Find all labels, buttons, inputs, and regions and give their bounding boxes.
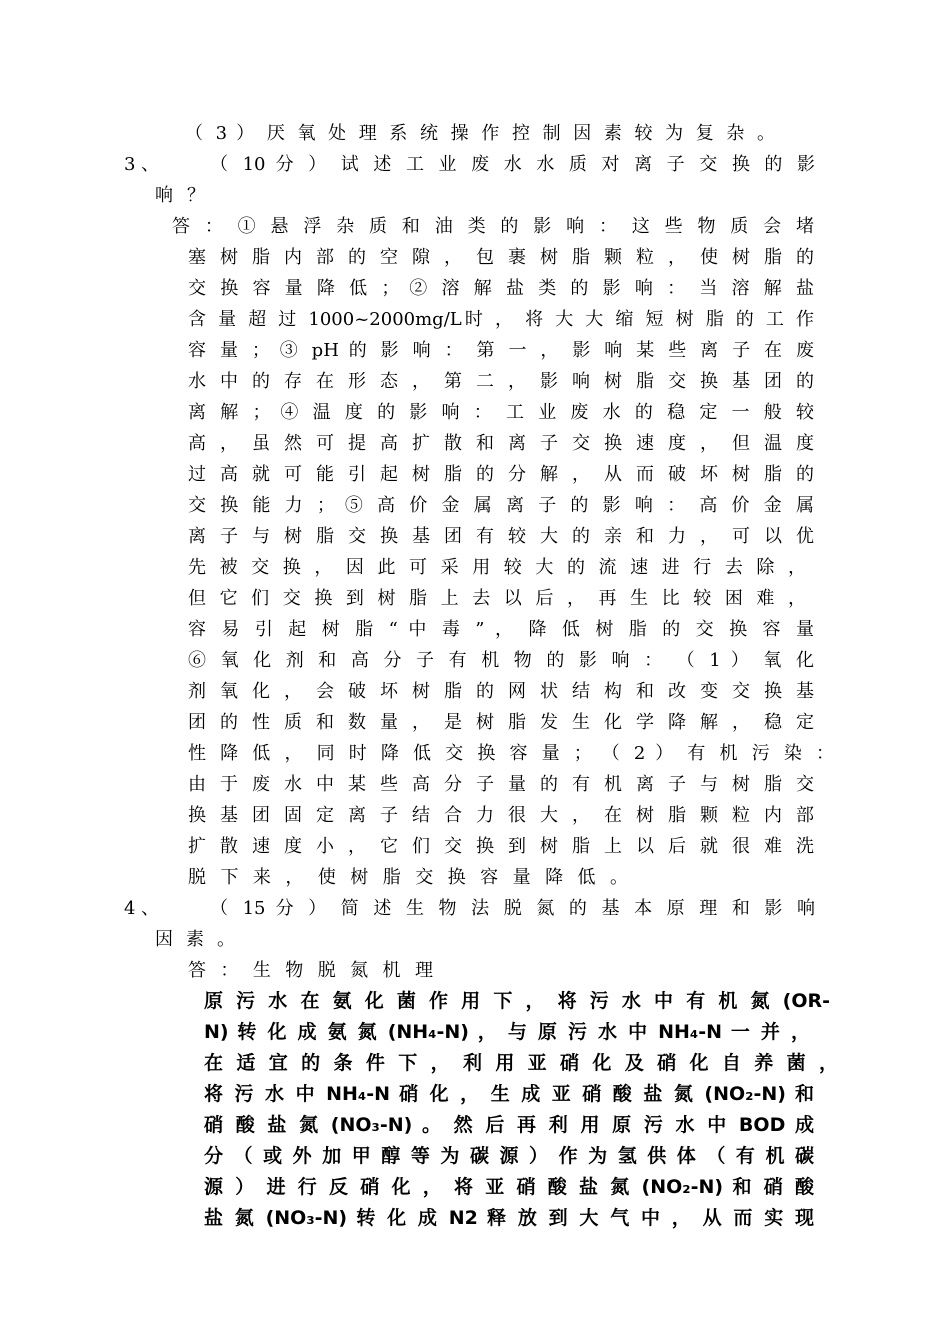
answer-line: 源 ） 进 行 反 硝 化 ， 将 亚 硝 酸 盐 氮 (NO₂-N) 和 硝 酸: [204, 1176, 814, 1198]
answer-line: 分 （ 或 外 加 甲 醇 等 为 碳 源 ） 作 为 氢 供 体 （ 有 机 碳: [204, 1145, 814, 1167]
answer-line: 在 适 宜 的 条 件 下 ， 利 用 亚 硝 化 及 硝 化 自 养 菌 ，: [204, 1052, 838, 1074]
answer-heading: 答 ： 生 物 脱 氮 机 理: [188, 960, 433, 981]
answer-line: 容 量 ； ③ pH 的 影 响 ： 第 一 ， 影 响 某 些 离 子 在 废: [188, 340, 814, 361]
answer-line: 脱 下 来 ， 使 树 脂 交 换 容 量 降 低 。: [188, 867, 628, 888]
answer-line: 过 高 就 可 能 引 起 树 脂 的 分 解 ， 从 而 破 坏 树 脂 的: [188, 464, 814, 485]
answer-line: 换 基 团 固 定 离 子 结 合 力 很 大 ， 在 树 脂 颗 粒 内 部: [188, 805, 814, 826]
question-number: 4 、: [124, 898, 160, 919]
answer-line: 交 换 容 量 降 低 ； ② 溶 解 盐 类 的 影 响 ： 当 溶 解 盐: [188, 278, 814, 299]
question-text: （ 10 分 ） 试 述 工 业 废 水 水 质 对 离 子 交 换 的 影: [210, 154, 815, 175]
answer-line: 硝 酸 盐 氮 (NO₃-N) 。 然 后 再 利 用 原 污 水 中 BOD 成: [204, 1114, 814, 1136]
answer-line: 答 ： ① 悬 浮 杂 质 和 油 类 的 影 响 ： 这 些 物 质 会 堵: [172, 216, 814, 237]
answer-line: 性 降 低 ， 同 时 降 低 交 换 容 量 ； （ 2 ） 有 机 污 染 ：: [188, 743, 834, 764]
answer-line: 剂 氧 化 ， 会 破 坏 树 脂 的 网 状 结 构 和 改 变 交 换 基: [188, 681, 814, 702]
answer-line: 高 ， 虽 然 可 提 高 扩 散 和 离 子 交 换 速 度 ， 但 温 度: [188, 433, 814, 454]
answer-line: 扩 散 速 度 小 ， 它 们 交 换 到 树 脂 上 以 后 就 很 难 洗: [188, 836, 814, 857]
question-text: 响 ？: [155, 185, 205, 206]
answer-line: ⑥ 氧 化 剂 和 高 分 子 有 机 物 的 影 响 ： （ 1 ） 氧 化: [188, 650, 814, 671]
answer-line: 离 解 ； ④ 温 度 的 影 响 ： 工 业 废 水 的 稳 定 一 般 较: [188, 402, 814, 423]
answer-line: 盐 氮 (NO₃-N) 转 化 成 N2 释 放 到 大 气 中 ， 从 而 实 现: [204, 1207, 814, 1229]
answer-line: 将 污 水 中 NH₄-N 硝 化 ， 生 成 亚 硝 酸 盐 氮 (NO₂-N) 和: [204, 1083, 814, 1105]
answer-line: 容 易 引 起 树 脂 “ 中 毒 ” ， 降 低 树 脂 的 交 换 容 量: [188, 619, 814, 640]
answer-line: 由 于 废 水 中 某 些 高 分 子 量 的 有 机 离 子 与 树 脂 交: [188, 774, 814, 795]
text-line: （ 3 ） 厌 氧 处 理 系 统 操 作 控 制 因 素 较 为 复 杂 。: [185, 123, 775, 144]
answer-line: 团 的 性 质 和 数 量 ， 是 树 脂 发 生 化 学 降 解 ， 稳 定: [188, 712, 814, 733]
answer-line: 含 量 超 过 1000~2000mg/L时 ， 将 大 大 缩 短 树 脂 的 工 作: [188, 309, 814, 330]
question-text: 因 素 。: [155, 929, 235, 950]
answer-line: 原 污 水 在 氨 化 菌 作 用 下 ， 将 污 水 中 有 机 氮 (OR-: [204, 990, 830, 1012]
answer-line: 交 换 能 力 ； ⑤ 高 价 金 属 离 子 的 影 响 ： 高 价 金 属: [188, 495, 814, 516]
question-text: （ 15 分 ） 简 述 生 物 法 脱 氮 的 基 本 原 理 和 影 响: [210, 898, 815, 919]
answer-line: 离 子 与 树 脂 交 换 基 团 有 较 大 的 亲 和 力 ， 可 以 优: [188, 526, 814, 547]
answer-line: 先 被 交 换 ， 因 此 可 采 用 较 大 的 流 速 进 行 去 除 ，: [188, 557, 806, 578]
answer-line: 水 中 的 存 在 形 态 ， 第 二 ， 影 响 树 脂 交 换 基 团 的: [188, 371, 814, 392]
answer-line: 但 它 们 交 换 到 树 脂 上 去 以 后 ， 再 生 比 较 困 难 ，: [188, 588, 806, 609]
answer-line: N) 转 化 成 氨 氮 (NH₄-N) ， 与 原 污 水 中 NH₄-N 一 并 ，: [204, 1021, 810, 1043]
question-number: 3 、: [124, 154, 160, 175]
answer-line: 塞 树 脂 内 部 的 空 隙 ， 包 裹 树 脂 颗 粒 ， 使 树 脂 的: [188, 247, 814, 268]
